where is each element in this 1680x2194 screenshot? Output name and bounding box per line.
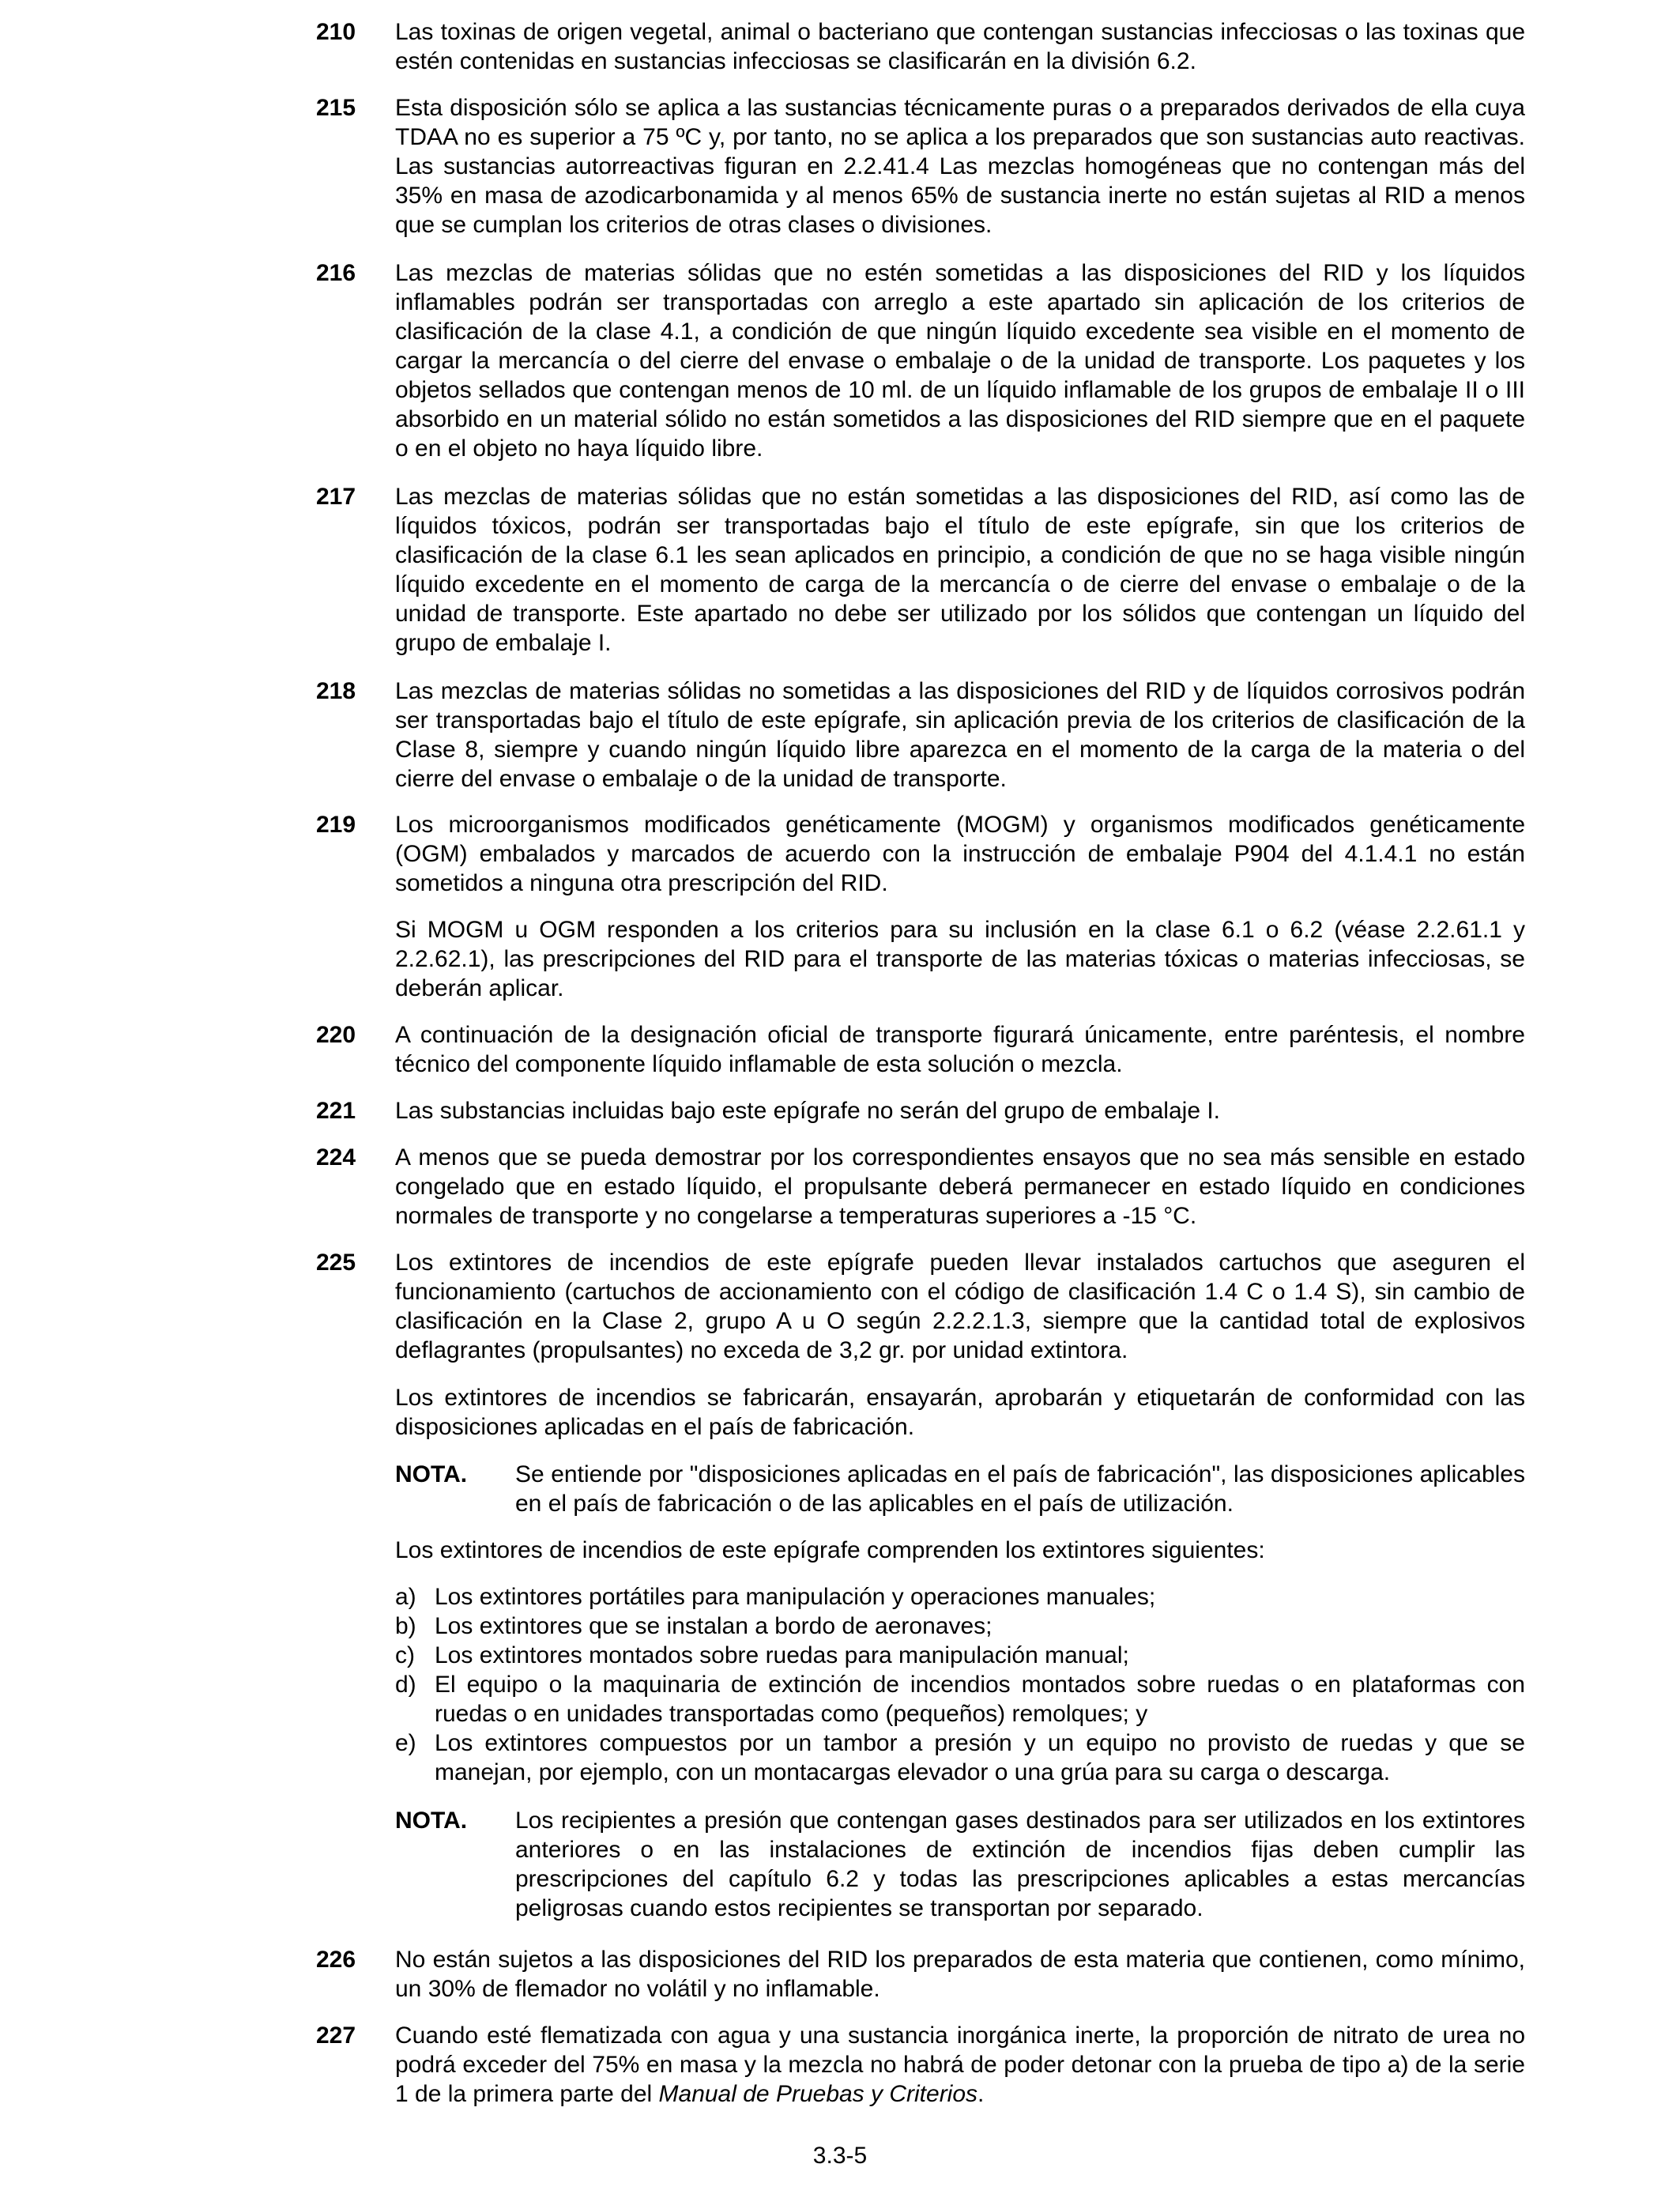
list-marker: d): [395, 1672, 416, 1698]
note-text: Los recipientes a presión que contengan gases destinados para ser utilizados en los extintores anteriores o en las instalaciones de extinción de incendios fijas deben cumplir las prescripciones del capítulo 6.2 y todas las prescripciones aplicables a estas mercancías peligrosas cuando estos recipientes se transportan por separado.: [515, 1808, 1525, 1921]
provision-text: A menos que se pueda demostrar por los correspondientes ensayos que no sea más sensible en estado congelado que en estado líquido, el propulsante deberá permanecer en estado líquido en condiciones normales de transporte y no congelarse a temperaturas superiores a -15 °C.: [395, 1144, 1525, 1229]
provision-text: Las mezclas de materias sólidas no sometidas a las disposiciones del RID y de líquidos corrosivos podrán ser transportadas bajo el título de este epígrafe, sin aplicación previa de los criterios de clasificación de la Clase 8, siempre y cuando ningún líquido libre aparezca en el momento de la carga de la materia o del cierre del envase o embalaje o de la unidad de transporte.: [395, 678, 1525, 792]
list-marker: b): [395, 1613, 416, 1639]
provision-number: 215: [316, 95, 356, 121]
provision-text: Cuando esté flematizada con agua y una sustancia inorgánica inerte, la proporción de nitrato de urea no podrá exceder del 75% en masa y la mezcla no habrá de poder detonar con la prueba de tipo a) de la serie 1 de la primera parte del Manual de Pruebas y Criterios.: [395, 2022, 1525, 2107]
list-text: El equipo o la maquinaria de extinción de incendios montados sobre ruedas o en plataformas con ruedas o en unidades transportadas como (pequeños) remolques; y: [435, 1672, 1525, 1727]
note-label: NOTA.: [395, 1461, 468, 1487]
provision-text: Los microorganismos modificados genéticamente (MOGM) y organismos modificados genéticamente (OGM) embalados y marcados de acuerdo con la instrucción de embalaje P904 del 4.1.4.1 no están sometidos a ninguna otra prescripción del RID.: [395, 812, 1525, 896]
provision-text: Las mezclas de materias sólidas que no estén sometidas a las disposiciones del RID y los líquidos inflamables podrán ser transportadas con arreglo a este apartado sin aplicación de los criterios de clasificación de la clase 4.1, a condición de que ningún líquido excedente sea visible en el momento de cargar la mercancía o del cierre del envase o embalaje o de la unidad de transporte. Los paquetes y los objetos sellados que contengan menos de 10 ml. de un líquido inflamable de los grupos de embalaje II o III absorbido en un material sólido no están sometidos a las disposiciones del RID siempre que en el paquete o en el objeto no haya líquido libre.: [395, 260, 1525, 462]
manual-title: Manual de Pruebas y Criterios: [658, 2081, 978, 2107]
provision-number: 219: [316, 812, 356, 838]
provision-text: Las substancias incluidas bajo este epígrafe no serán del grupo de embalaje I.: [395, 1098, 1221, 1124]
provision-number: 210: [316, 19, 356, 45]
provision-number: 218: [316, 678, 356, 704]
list-intro: Los extintores de incendios de este epígrafe comprenden los extintores siguientes:: [395, 1537, 1265, 1563]
provision-number: 225: [316, 1250, 356, 1276]
provision-text: No están sujetos a las disposiciones del RID los preparados de esta materia que contienen, como mínimo, un 30% de flemador no volátil y no inflamable.: [395, 1947, 1525, 2002]
provision-text: Las mezclas de materias sólidas que no están sometidas a las disposiciones del RID, así como las de líquidos tóxicos, podrán ser transportadas bajo el título de este epígrafe, sin que los criterios de clasificación de la clase 6.1 les sean aplicados en principio, a condición de que no se haga visible ningún líquido excedente en el momento de carga de la mercancía o de cierre del envase o embalaje o de la unidad de transporte. Este apartado no debe ser utilizado por los sólidos que contengan un líquido del grupo de embalaje I.: [395, 484, 1525, 656]
provision-number: 227: [316, 2022, 356, 2049]
provision-text: Esta disposición sólo se aplica a las sustancias técnicamente puras o a preparados derivados de ella cuya TDAA no es superior a 75 ºC y, por tanto, no se aplica a los preparados que son sustancias auto reactivas. Las sustancias autorreactivas figuran en 2.2.41.4 Las mezclas homogéneas que no contengan más del 35% en masa de azodicarbonamida y al menos 65% de sustancia inerte no están sujetas al RID a menos que se cumplan los criterios de otras clases o divisiones.: [395, 95, 1525, 238]
list-text: Los extintores montados sobre ruedas para manipulación manual;: [435, 1642, 1129, 1668]
provision-text: Los extintores de incendios se fabricarán, ensayarán, aprobarán y etiquetarán de conformidad con las disposiciones aplicadas en el país de fabricación.: [395, 1385, 1525, 1440]
note-text: Se entiende por "disposiciones aplicadas en el país de fabricación", las disposiciones aplicables en el país de fabricación o de las aplicables en el país de utilización.: [515, 1461, 1525, 1517]
provision-text: Si MOGM u OGM responden a los criterios para su inclusión en la clase 6.1 o 6.2 (véase 2.2.61.1 y 2.2.62.1), las prescripciones del RID para el transporte de las materias tóxicas o materias infecciosas, se deberán aplicar.: [395, 917, 1525, 1001]
list-text: Los extintores portátiles para manipulación y operaciones manuales;: [435, 1584, 1156, 1610]
provision-number: 226: [316, 1947, 356, 1973]
list-text: Los extintores compuestos por un tambor a presión y un equipo no provisto de ruedas y que se manejan, por ejemplo, con un montacargas elevador o una grúa para su carga o descarga.: [435, 1730, 1525, 1785]
page-number: 3.3-5: [812, 2143, 868, 2169]
provision-number: 216: [316, 260, 356, 286]
list-text: Los extintores que se instalan a bordo de aeronaves;: [435, 1613, 993, 1639]
provision-number: 220: [316, 1022, 356, 1048]
list-marker: e): [395, 1730, 416, 1756]
provision-text: Los extintores de incendios de este epígrafe pueden llevar instalados cartuchos que aseguren el funcionamiento (cartuchos de accionamiento con el código de clasificación 1.4 C o 1.4 S), sin cambio de clasificación en la Clase 2, grupo A u O según 2.2.2.1.3, siempre que la cantidad total de explosivos deflagrantes (propulsantes) no exceda de 3,2 gr. por unidad extintora.: [395, 1250, 1525, 1363]
provision-text: Las toxinas de origen vegetal, animal o bacteriano que contengan sustancias infecciosas o las toxinas que estén contenidas en sustancias infecciosas se clasificarán en la división 6.2.: [395, 19, 1525, 74]
provision-text: A continuación de la designación oficial de transporte figurará únicamente, entre paréntesis, el nombre técnico del componente líquido inflamable de esta solución o mezcla.: [395, 1022, 1525, 1077]
provision-number: 221: [316, 1098, 356, 1124]
provision-number: 224: [316, 1144, 356, 1171]
provision-number: 217: [316, 484, 356, 510]
note-label: NOTA.: [395, 1808, 468, 1834]
list-marker: c): [395, 1642, 415, 1668]
list-marker: a): [395, 1584, 416, 1610]
